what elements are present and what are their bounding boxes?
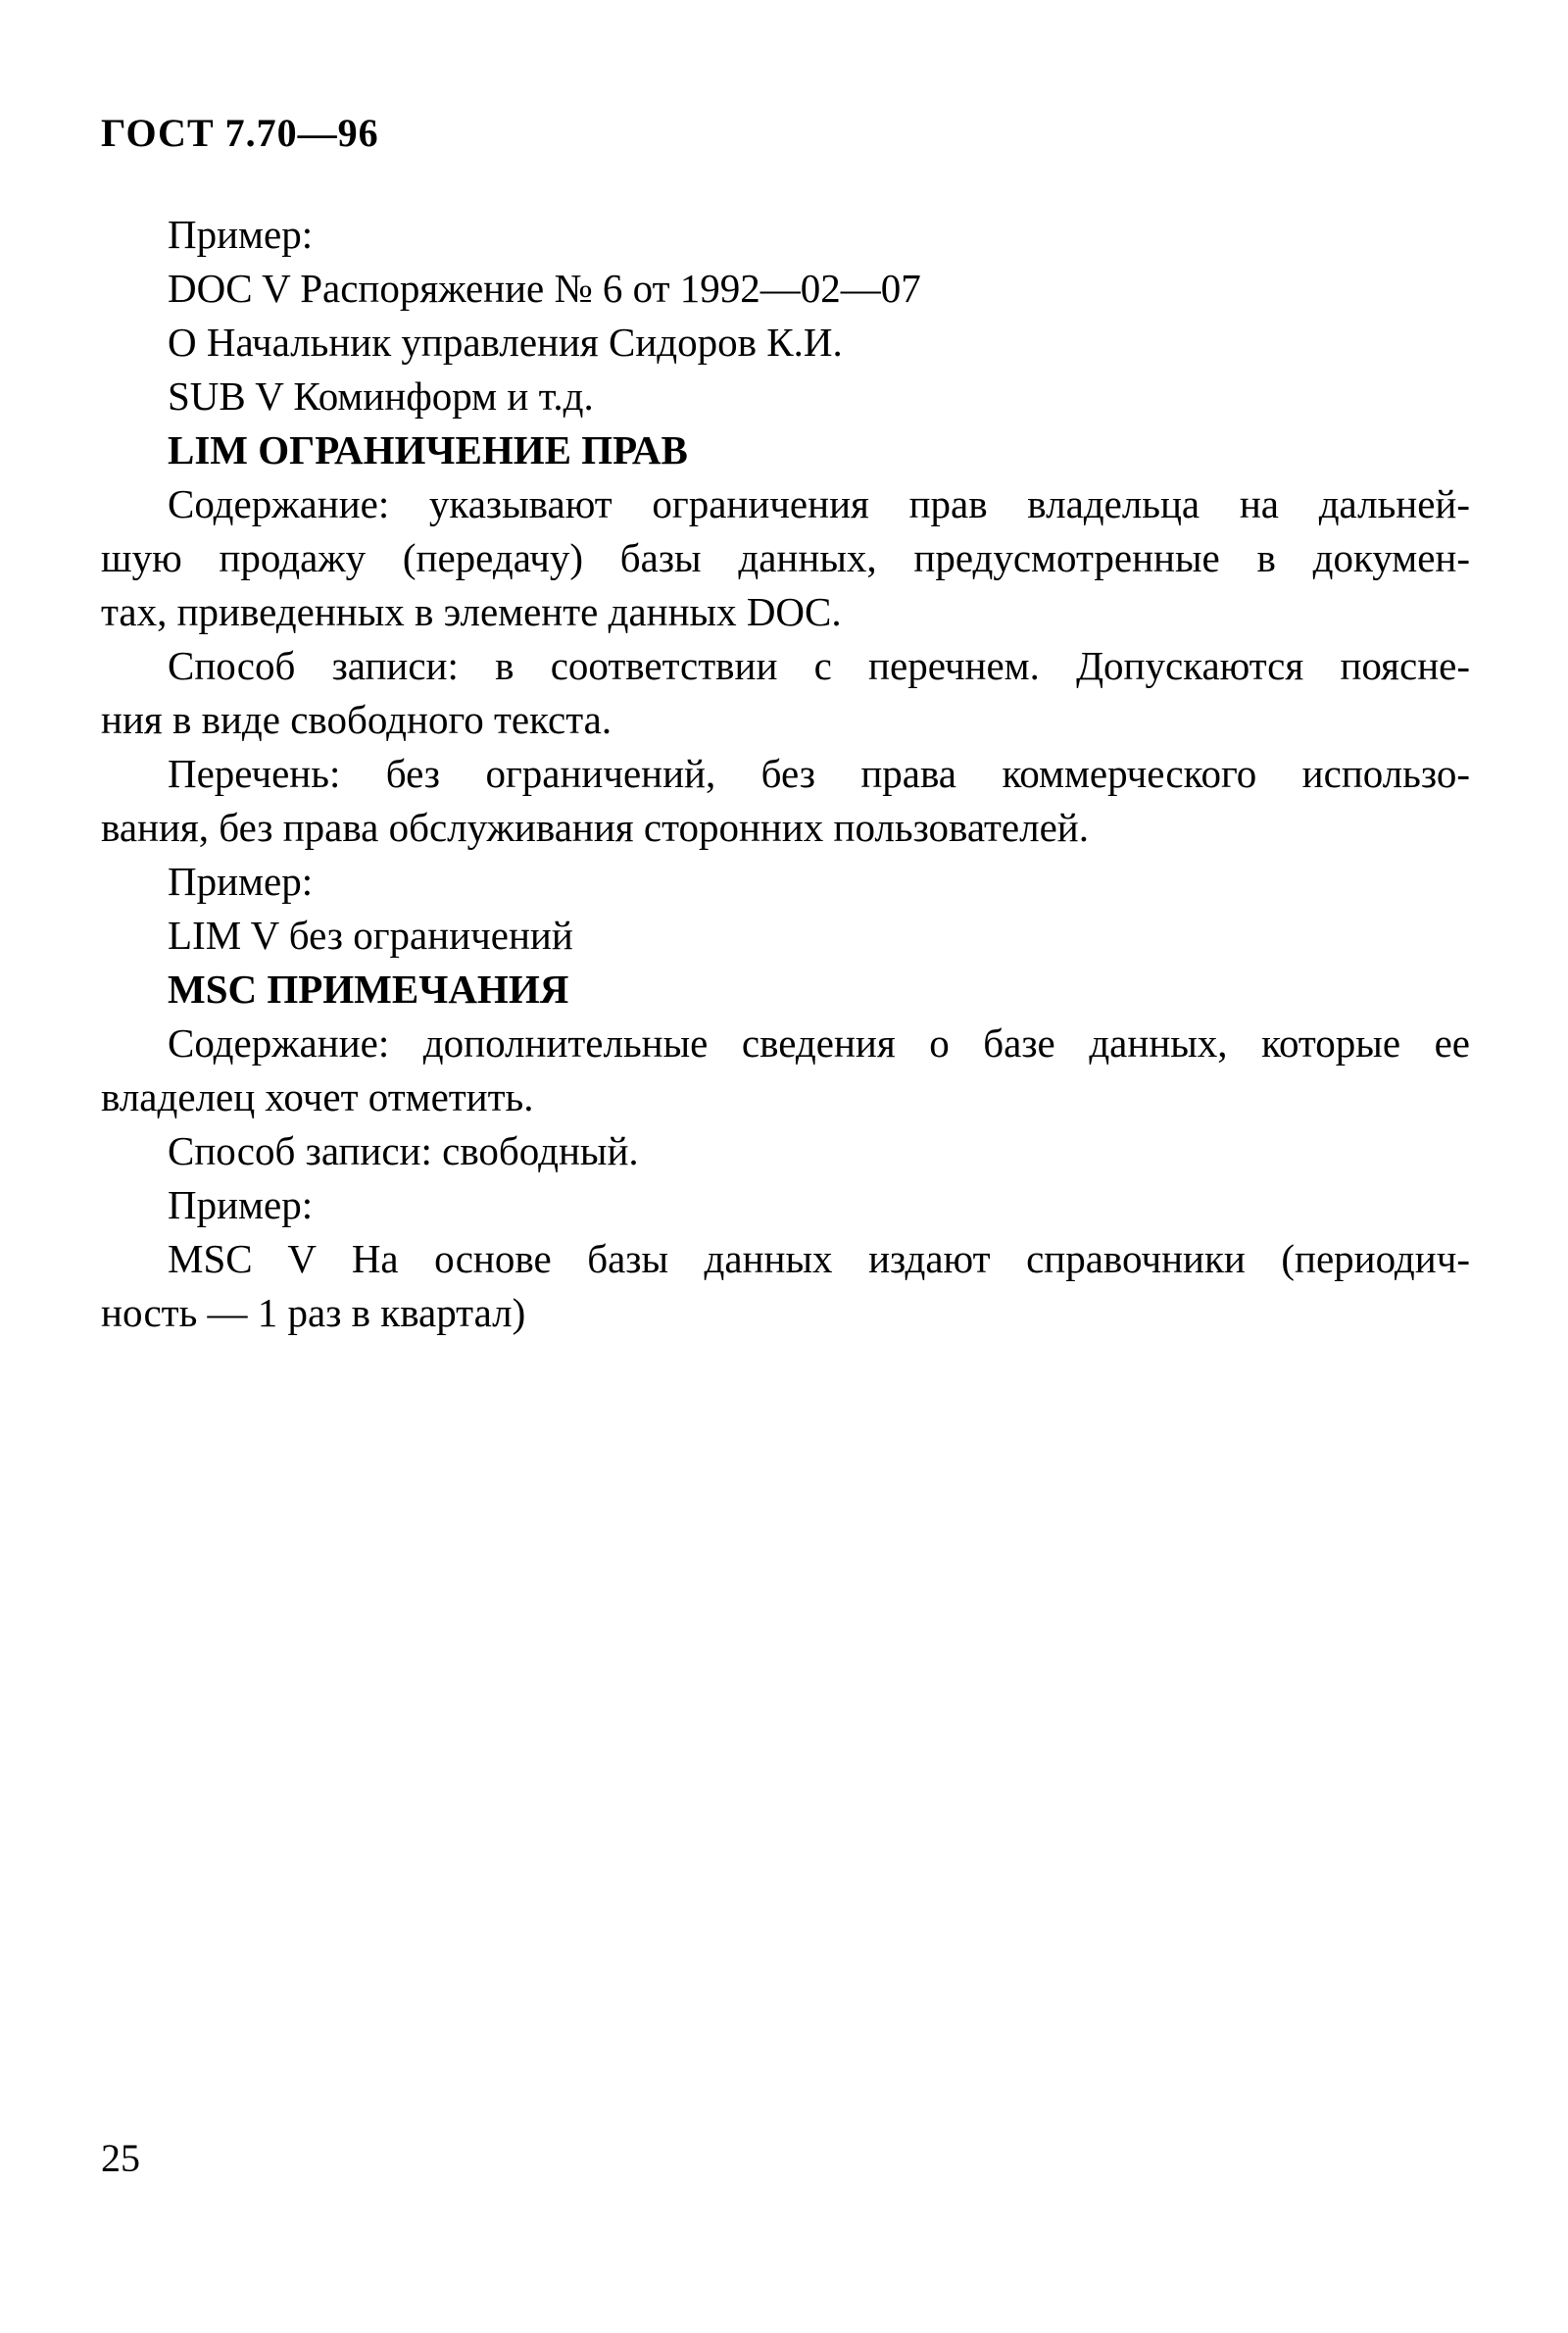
example-label: Пример:	[168, 859, 314, 904]
paragraph-line: Содержание: дополнительные сведения о базе данных, которые ее	[168, 1020, 1470, 1066]
example-line: MSC V На основе базы данных издают справочники (периодич-	[168, 1236, 1470, 1281]
example-label: Пример:	[168, 1182, 314, 1227]
paragraph-line: Способ записи: в соответствии с перечнем. Допускаются поясне-	[168, 643, 1470, 688]
page-number: 25	[101, 2136, 140, 2180]
example-label: Пример:	[168, 212, 314, 257]
example-line: DOC V Распоряжение № 6 от 1992—02—07	[168, 266, 921, 311]
paragraph-line: тах, приведенных в элементе данных DOC.	[101, 589, 842, 634]
example-line: SUB V Коминформ и т.д.	[168, 373, 594, 419]
paragraph-line: Способ записи: свободный.	[168, 1128, 639, 1173]
section-heading-msc: MSC ПРИМЕЧАНИЯ	[168, 967, 569, 1012]
paragraph-line: ния в виде свободного текста.	[101, 697, 612, 742]
section-heading-lim: LIM ОГРАНИЧЕНИЕ ПРАВ	[168, 427, 688, 472]
example-line: O Начальник управления Сидоров К.И.	[168, 320, 843, 365]
example-line: ность — 1 раз в квартал)	[101, 1290, 526, 1335]
paragraph-line: Содержание: указывают ограничения прав владельца на дальней-	[168, 481, 1470, 526]
paragraph-line: вания, без права обслуживания сторонних пользователей.	[101, 805, 1089, 850]
paragraph-line: шую продажу (передачу) базы данных, предусмотренные в докумен-	[101, 535, 1470, 580]
paragraph-line: владелец хочет отметить.	[101, 1074, 534, 1119]
page-content	[101, 208, 1470, 1340]
paragraph-line: Перечень: без ограничений, без права коммерческого использо-	[168, 751, 1470, 796]
standard-code-header: ГОСТ 7.70—96	[101, 111, 379, 155]
example-line: LIM V без ограничений	[168, 913, 573, 958]
